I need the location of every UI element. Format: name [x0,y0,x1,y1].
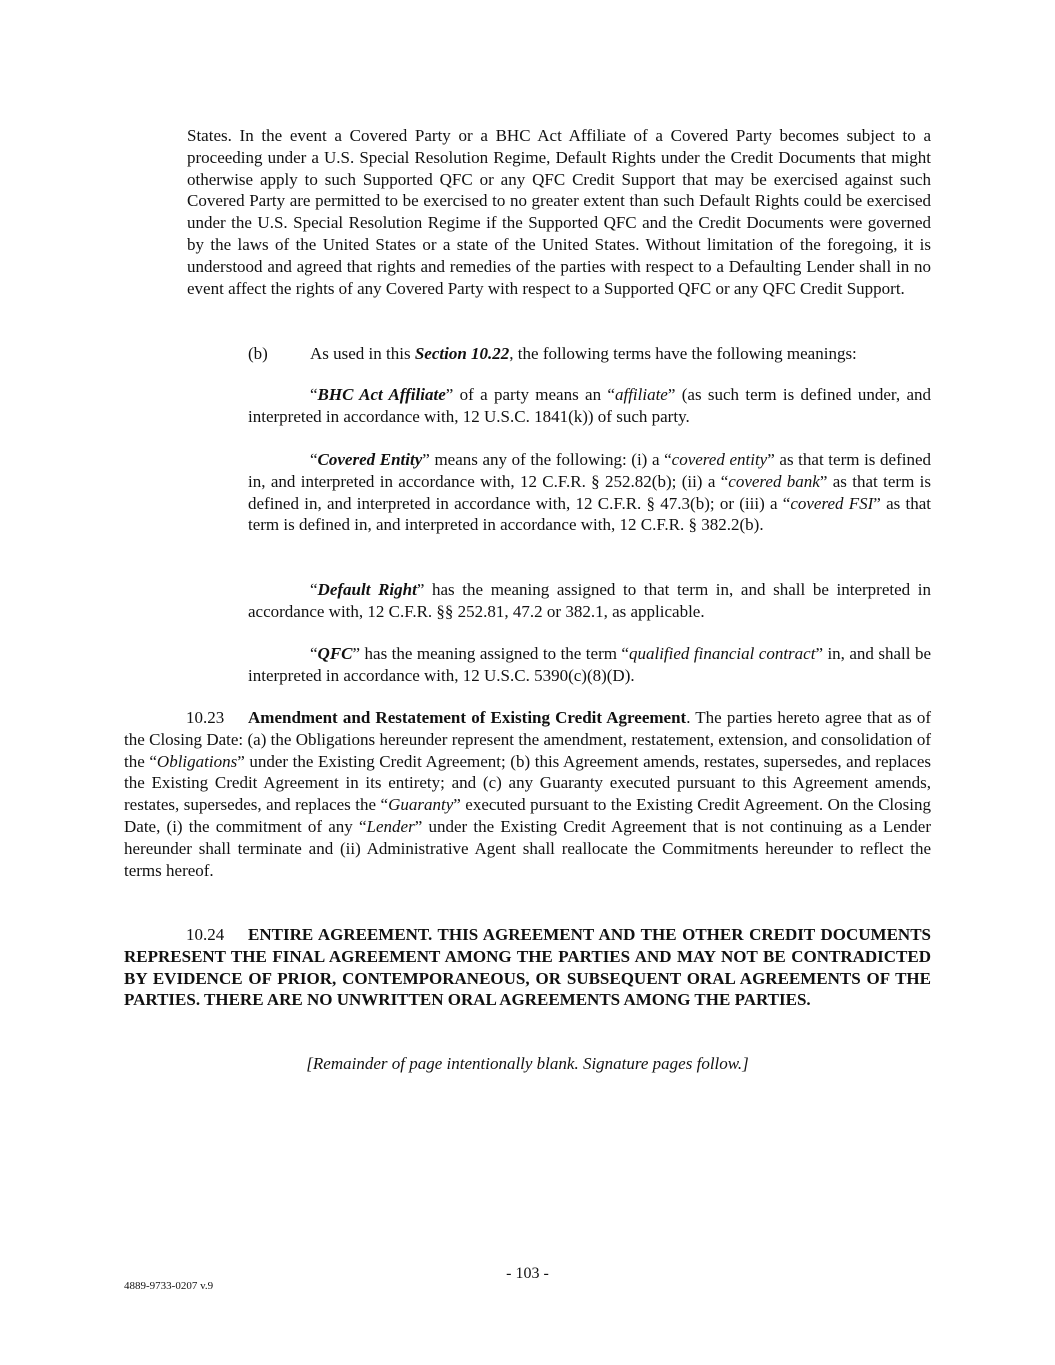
subsection-b-text-pre: As used in this [310,344,415,363]
definition-text-part: ” has the meaning assigned to the term “ [352,644,629,663]
section-10-24-number: 10.24 [186,925,225,944]
section-10-23-body [124,708,931,880]
definition-text-part: affiliate [614,385,668,404]
definition-text-part: ” as that term is defined in, and interpreted in accordance with, 12 C.F.R. § 47.3(b); or (iii) a “ [248,471,931,513]
open-quote: “ [310,385,318,404]
section-10-24-text: ENTIRE AGREEMENT. THIS AGREEMENT AND THE OTHER CREDIT DOCUMENTS REPRESENT THE FINAL AGREEMENT AMONG THE PARTIES AND MAY NOT BE CONTRADICTED BY EVIDENCE OF PRIOR, CONTEMPORANEOUS, OR SUBSEQUENT ORAL AGREEMENTS OF THE PARTIES. THERE ARE NO UNWRITTEN ORAL AGREEMENTS AMONG THE PARTIES. [124,925,931,1010]
document-id: 4889-9733-0207 v.9 [124,1280,214,1292]
open-quote: “ [310,644,318,663]
definition-text-part: covered bank [728,471,820,491]
section-10-23-text-part: ” under the Existing Credit Agreement; (b) this Agreement amends, restates, supersedes, and replaces the Existing Credit Agreement in its entirety; and (c) any Guaranty executed pursuant to this Agreement amends, restates, supersedes, and replaces the “ [124,751,931,815]
defined-term: Default Right [317,580,417,599]
subsection-b [248,343,931,365]
open-quote: “ [310,450,318,469]
definition-text-part: ” of a party means an “ [445,385,615,404]
section-10-23-text-part: Lender [366,816,415,836]
section-10-23-text-part: Obligations [156,751,238,771]
definition-text-part: ” as that term is defined in, and interpreted in accordance with, 12 C.F.R. § 252.82(b); (ii) a “ [248,450,932,491]
defined-term: BHC Act Affiliate [317,385,446,404]
definition-text-part: ” (as such term is defined under, and interpreted in accordance with, 12 U.S.C. 1841(k)) of such party. [248,385,932,426]
open-quote: “ [310,580,318,599]
continuation-paragraph: States. In the event a Covered Party or a BHC Act Affiliate of a Covered Party becomes subject to a proceeding under a U.S. Special Resolution Regime, Default Rights under the Credit Documents that might otherwise apply to such Supported QFC or any QFC Credit Support that may be exercised against such Covered Party are permitted to be exercised to no greater extent than such Default Rights could be exercised under the U.S. Special Resolution Regime if the Supported QFC and the Credit Documents were governed by the laws of the United States or a state of the United States. Without limitation of the foregoing, it is understood and agreed that rights and remedies of the parties with respect to a Defaulting Lender shall in no event affect the rights of any Covered Party with respect to a Supported QFC or any QFC Credit Support. [187,126,931,298]
definition-default-right [248,579,931,623]
section-10-23-text-part: ” executed pursuant to the Existing Credit Agreement. On the Closing Date, (i) the commitment of any “ [124,795,931,836]
subsection-b-label: (b) [248,344,268,363]
definition-text-part: ” means any of the following: (i) a “ [422,450,672,469]
definition-text-part: covered FSI [790,493,874,513]
definition-text-part: ” in, and shall be interpreted in accordance with, 12 U.S.C. 5390(c)(8)(D). [248,644,932,685]
definition-text-part: ” as that term is defined in, and interpreted in accordance with, 12 C.F.R. § 382.2(b). [248,493,931,535]
defined-term: Covered Entity [317,450,423,469]
section-10-24 [124,924,931,1011]
definition-bhc-act-affiliate [248,384,931,428]
section-10-23-text-part: Guaranty [388,795,454,815]
section-10-23 [124,707,931,881]
subsection-b-text-post: , the following terms have the following meanings: [509,344,857,363]
definition-text-part: covered entity [671,450,768,469]
section-10-23-heading: Amendment and Restatement of Existing Credit Agreement [248,708,687,727]
definition-qfc [248,643,931,687]
remainder-note: [Remainder of page intentionally blank. Signature pages follow.] [306,1054,749,1073]
section-reference: Section 10.22 [414,344,510,363]
definition-text-part: qualified financial contract [628,644,816,663]
definition-covered-entity [248,449,931,536]
section-10-23-number: 10.23 [186,708,225,727]
defined-term: QFC [317,644,353,663]
section-10-23-text-part: . The parties hereto agree that as of the Closing Date: (a) the Obligations hereunder represent the amendment, restatement, extension, and consolidation of the “ [124,708,931,771]
page-number: - 103 - [506,1265,549,1282]
section-10-23-text-part: ” under the Existing Credit Agreement that is not continuing as a Lender hereunder shall terminate and (ii) Administrative Agent shall reallocate the Commitments hereunder to reflect the terms hereof. [124,816,931,880]
definition-text-part: ” has the meaning assigned to that term in, and shall be interpreted in accordance with, 12 C.F.R. §§ 252.81, 47.2 or 382.1, as applicable. [248,580,932,621]
